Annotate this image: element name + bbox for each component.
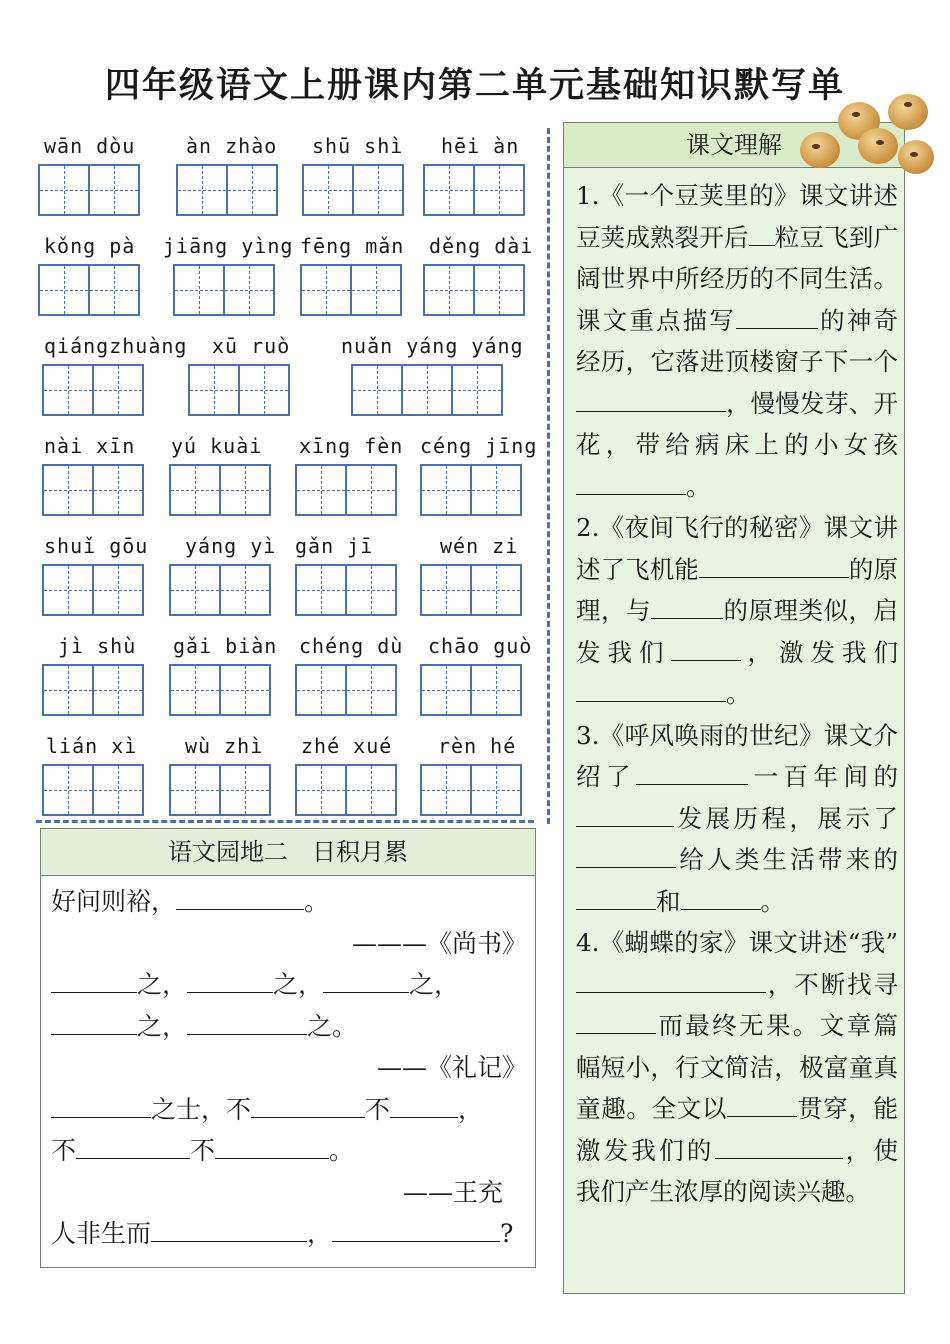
zhi-blank-1[interactable]	[51, 968, 137, 993]
character-box[interactable]	[92, 564, 144, 616]
q4-text-a: 4.《蝴蝶的家》课文讲述“我”	[576, 928, 898, 957]
pinyin-label: wén zi	[440, 534, 519, 558]
writing-grid	[420, 564, 522, 616]
writing-grid	[351, 364, 503, 416]
character-box[interactable]	[420, 764, 472, 816]
character-box[interactable]	[42, 464, 94, 516]
character-box[interactable]	[345, 464, 397, 516]
writing-grid	[295, 764, 397, 816]
writing-grid	[420, 664, 522, 716]
character-box[interactable]	[176, 164, 228, 216]
q2-blank-3[interactable]	[671, 636, 741, 661]
character-box[interactable]	[345, 564, 397, 616]
zhi-2: 之，	[273, 970, 324, 999]
q3-blank-3[interactable]	[576, 843, 676, 868]
q3-text-b: 一百年间的	[748, 762, 898, 791]
q3-text-a: 3.《呼风唤雨的世纪》课文介绍了	[576, 720, 898, 791]
q3-text-c: 发展历程，展示了	[674, 803, 898, 833]
soybean-icon	[898, 140, 934, 174]
pinyin-label: chāo guò	[428, 634, 533, 658]
pinyin-label: gǎn jī	[295, 534, 374, 558]
zhi-5: 之。	[307, 1011, 358, 1041]
q2-blank-4[interactable]	[576, 677, 726, 702]
character-box[interactable]	[92, 664, 144, 716]
character-box[interactable]	[345, 664, 397, 716]
character-box[interactable]	[401, 364, 453, 416]
zhi-blank-3[interactable]	[323, 968, 409, 993]
q1-text-a: 1.《一个豆荚里的》课文讲述豆荚成熟裂开后	[576, 181, 898, 252]
line1-text: 好问则裕，	[51, 887, 177, 916]
zhi-blank-4[interactable]	[51, 1010, 137, 1035]
q3-text-f: 。	[760, 886, 785, 916]
line5-blank-1[interactable]	[151, 1217, 307, 1242]
q1-text-e: 。	[686, 471, 711, 501]
garden-accumulation-panel	[40, 828, 536, 1268]
character-box[interactable]	[351, 364, 403, 416]
writing-grid	[169, 464, 271, 516]
character-box[interactable]	[295, 564, 347, 616]
pinyin-label: xīng fèn	[299, 434, 404, 458]
pinyin-label: shū shì	[312, 134, 404, 158]
q2-blank-1[interactable]	[699, 553, 849, 578]
character-box[interactable]	[169, 464, 221, 516]
writing-grid	[42, 764, 144, 816]
q2-blank-2[interactable]	[651, 594, 723, 619]
pinyin-label: jiāng yìng	[163, 234, 294, 258]
pinyin-label: gǎi biàn	[173, 634, 278, 658]
character-box[interactable]	[169, 564, 221, 616]
character-box[interactable]	[295, 464, 347, 516]
text-understanding-body	[576, 175, 898, 1213]
character-box[interactable]	[473, 164, 525, 216]
line5-text-b: ，	[307, 1219, 333, 1248]
character-box[interactable]	[295, 664, 347, 716]
q1-blank-1[interactable]	[749, 221, 775, 246]
zhi-3: 之，	[409, 970, 460, 999]
character-box[interactable]	[470, 764, 522, 816]
q4-text-c: 而最终无果。文章篇幅短小，行文简洁，极富童真童趣。全文以	[576, 1011, 898, 1123]
writing-grid	[420, 764, 522, 816]
character-box[interactable]	[300, 264, 352, 316]
page-title: 四年级语文上册课内第二单元基础知识默写单	[104, 66, 845, 106]
q3-blank-4[interactable]	[576, 885, 656, 910]
writing-grid	[295, 464, 397, 516]
q4-blank-1[interactable]	[576, 968, 766, 993]
character-box[interactable]	[219, 764, 271, 816]
character-box[interactable]	[169, 764, 221, 816]
pinyin-label: yú kuài	[171, 434, 263, 458]
writing-grid	[169, 764, 271, 816]
q2-text-a: 2.《夜间飞行的秘密》课文讲述了飞机能	[576, 513, 898, 584]
character-box[interactable]	[169, 664, 221, 716]
writing-grid	[42, 464, 144, 516]
character-box[interactable]	[42, 564, 94, 616]
character-box[interactable]	[92, 364, 144, 416]
character-box[interactable]	[470, 564, 522, 616]
character-box[interactable]	[219, 464, 271, 516]
line4-text-c: 。	[329, 1136, 355, 1165]
writing-grid	[42, 664, 144, 716]
q1-text-b: 粒豆飞到广阔世界中所经历的不同生活。课文重点描写	[576, 222, 899, 335]
character-box[interactable]	[352, 164, 404, 216]
line1-blank[interactable]	[176, 885, 304, 910]
q4-blank-4[interactable]	[715, 1134, 843, 1159]
character-box[interactable]	[88, 264, 140, 316]
source-liji: ——《礼记》	[376, 1053, 527, 1082]
writing-grid	[302, 164, 404, 216]
pinyin-label: nài xīn	[44, 434, 136, 458]
zhi-1: 之，	[137, 970, 188, 999]
pinyin-label: yáng yì	[185, 534, 277, 558]
q3-blank-1[interactable]	[636, 760, 748, 785]
q2-text-b: 的原理，与	[576, 554, 899, 625]
pinyin-label: děng dài	[429, 234, 534, 258]
line3-text-b: 不	[365, 1094, 391, 1124]
pinyin-label: chéng dù	[299, 634, 404, 658]
character-box[interactable]	[42, 664, 94, 716]
writing-grid	[42, 364, 144, 416]
pinyin-label: qiángzhuàng	[44, 334, 188, 358]
writing-grid	[295, 564, 397, 616]
writing-grid	[176, 164, 278, 216]
q2-text-e: 。	[726, 679, 751, 708]
pinyin-label: nuǎn yáng yáng	[341, 334, 524, 358]
character-box[interactable]	[88, 164, 140, 216]
character-box[interactable]	[92, 464, 144, 516]
pinyin-label: jì shù	[58, 634, 137, 658]
line3-text-a: 之士，不	[151, 1094, 252, 1124]
q2-text-d: ，激发我们	[740, 637, 898, 667]
character-box[interactable]	[223, 264, 275, 316]
character-box[interactable]	[295, 764, 347, 816]
writing-grid	[38, 164, 140, 216]
character-box[interactable]	[420, 464, 472, 516]
q1-text-d: ，慢慢发芽、开花，带给病床上的小女孩	[576, 388, 898, 459]
soybean-icon	[858, 128, 898, 164]
writing-grid	[38, 264, 140, 316]
writing-grid	[169, 664, 271, 716]
pinyin-label: shuǐ gōu	[44, 534, 149, 558]
character-box[interactable]	[302, 164, 354, 216]
soybean-icon	[800, 132, 840, 168]
line4-text-b: 不	[190, 1136, 216, 1165]
writing-grid	[295, 664, 397, 716]
character-box[interactable]	[238, 364, 290, 416]
soybean-icon	[888, 94, 928, 130]
character-box[interactable]	[226, 164, 278, 216]
q4-text-d: 贯穿，能激发我们的	[576, 1094, 899, 1165]
zhi-blank-5[interactable]	[187, 1010, 307, 1035]
character-box[interactable]	[345, 764, 397, 816]
vertical-divider	[547, 128, 550, 824]
character-box[interactable]	[473, 264, 525, 316]
q3-blank-2[interactable]	[576, 802, 674, 827]
pinyin-label: hēi àn	[441, 134, 520, 158]
character-box[interactable]	[423, 164, 475, 216]
writing-grid	[188, 364, 290, 416]
line5-text-a: 人非生而	[51, 1219, 152, 1248]
character-box[interactable]	[42, 364, 94, 416]
source-shangshu: ———《尚书》	[351, 928, 527, 958]
zhi-blank-2[interactable]	[187, 968, 273, 993]
pinyin-label: wān dòu	[44, 134, 136, 158]
writing-grid	[300, 264, 402, 316]
line3-blank-2[interactable]	[251, 1093, 365, 1118]
q4-blank-2[interactable]	[576, 1009, 656, 1034]
line3-blank-1[interactable]	[51, 1093, 151, 1118]
character-box[interactable]	[188, 364, 240, 416]
character-box[interactable]	[219, 664, 271, 716]
q1-blank-4[interactable]	[576, 470, 686, 495]
pinyin-label: lián xì	[46, 734, 138, 758]
writing-grid	[42, 564, 144, 616]
q4-text-b: ，不断找寻	[766, 969, 898, 999]
character-box[interactable]	[42, 764, 94, 816]
q1-text-c: 的神奇经历，它落进顶楼窗子下一个	[576, 305, 898, 376]
line3-text-c: ，	[458, 1094, 484, 1124]
character-box[interactable]	[470, 664, 522, 716]
q1-blank-2[interactable]	[736, 304, 818, 329]
line5-text-c: ?	[500, 1219, 514, 1248]
q3-text-d: 给人类生活带来的	[676, 845, 898, 874]
pinyin-label: rèn hé	[438, 734, 517, 758]
line4-blank-1[interactable]	[76, 1134, 190, 1159]
line3-blank-3[interactable]	[390, 1093, 458, 1118]
pinyin-label: zhé xué	[301, 734, 393, 758]
character-box[interactable]	[38, 264, 90, 316]
character-box[interactable]	[423, 264, 475, 316]
pinyin-label: xū ruò	[212, 334, 291, 358]
horizontal-divider	[36, 820, 534, 823]
line4-blank-2[interactable]	[215, 1134, 329, 1159]
character-box[interactable]	[92, 764, 144, 816]
zhi-4: 之，	[137, 1011, 188, 1041]
writing-grid	[169, 564, 271, 616]
text-understanding-panel	[563, 122, 905, 1294]
q2-text-c: 的原理类似，启发我们	[576, 596, 898, 667]
panel-header: 语文园地二 日积月累	[41, 829, 535, 876]
pinyin-label: kǒng pà	[44, 234, 136, 258]
pinyin-label: fēng mǎn	[300, 234, 405, 258]
line1-end: 。	[304, 887, 330, 916]
source-wangchong: ——王充	[402, 1177, 503, 1207]
character-box[interactable]	[350, 264, 402, 316]
character-box[interactable]	[219, 564, 271, 616]
garden-accumulation-body	[51, 881, 527, 1255]
character-box[interactable]	[470, 464, 522, 516]
panel-header: 课文理解	[564, 123, 904, 168]
q1-blank-3[interactable]	[576, 387, 726, 412]
pinyin-label: céng jīng	[420, 434, 538, 458]
q4-blank-3[interactable]	[727, 1092, 797, 1117]
character-box[interactable]	[173, 264, 225, 316]
character-box[interactable]	[38, 164, 90, 216]
q3-blank-5[interactable]	[681, 885, 761, 910]
writing-grid	[173, 264, 275, 316]
writing-grid	[423, 164, 525, 216]
writing-grid	[423, 264, 525, 316]
line4-text-a: 不	[51, 1136, 77, 1165]
writing-grid	[420, 464, 522, 516]
line5-blank-2[interactable]	[332, 1217, 500, 1242]
pinyin-label: wù zhì	[185, 734, 264, 758]
character-box[interactable]	[420, 564, 472, 616]
q3-text-e: 和	[656, 886, 681, 916]
q4-text-e: ，使我们产生浓厚的阅读兴趣。	[576, 1135, 899, 1206]
character-box[interactable]	[451, 364, 503, 416]
character-box[interactable]	[420, 664, 472, 716]
pinyin-label: àn zhào	[186, 134, 278, 158]
